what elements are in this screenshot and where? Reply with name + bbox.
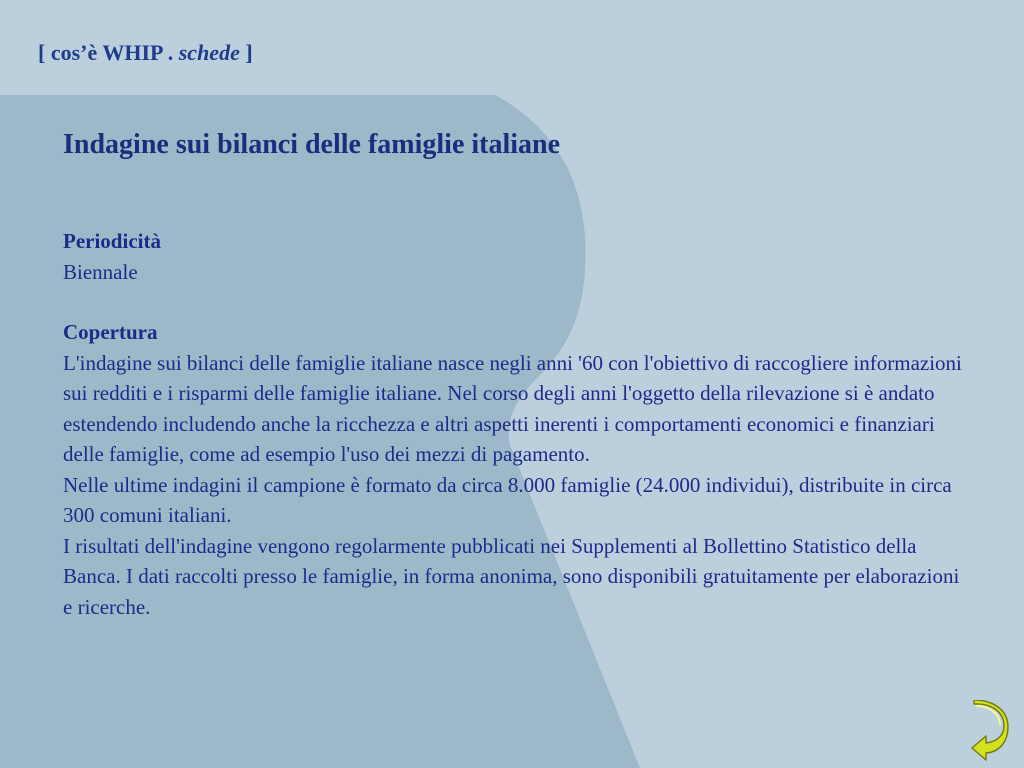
section-copertura xyxy=(63,317,963,622)
copertura-paragraph: I risultati dell'indagine vengono regolarmente pubblicati nei Supplementi al Bollettino Statistico della Banca. I dati raccolti presso le famiglie, in forma anonima, sono disponibili gratuitamente per elaborazioni e ricerche. xyxy=(63,533,960,619)
copertura-paragraph: L'indagine sui bilanci delle famiglie italiane nasce negli anni '60 con l'obiettivo di raccogliere informazioni sui redditi e i risparmi delle famiglie italiane. Nel corso degli anni l'oggetto della rilevazione si è andato estendendo includendo anche la ricchezza e altri aspetti inerenti i comportamenti economici e finanziari delle famiglie, come ad esempio l'uso dei mezzi di pagamento. xyxy=(63,350,962,466)
slide-title: Indagine sui bilanci delle famiglie italiane xyxy=(63,129,561,160)
section-periodicita xyxy=(63,226,963,287)
copertura-paragraph: Nelle ultime indagini il campione è formato da circa 8.000 famiglie (24.000 individui), distribuite in circa 300 comuni italiani. xyxy=(63,472,952,527)
slide-content xyxy=(63,126,963,622)
periodicita-label: Periodicità xyxy=(63,229,161,253)
header-title xyxy=(38,40,253,66)
return-arrow-icon[interactable] xyxy=(968,700,1010,762)
header-title-italic: schede xyxy=(178,40,240,65)
copertura-label: Copertura xyxy=(63,320,158,344)
header-title-suffix: ] xyxy=(239,40,253,65)
header-title-prefix: [ cos’è WHIP . xyxy=(38,40,179,65)
periodicita-value: Biennale xyxy=(63,259,138,284)
